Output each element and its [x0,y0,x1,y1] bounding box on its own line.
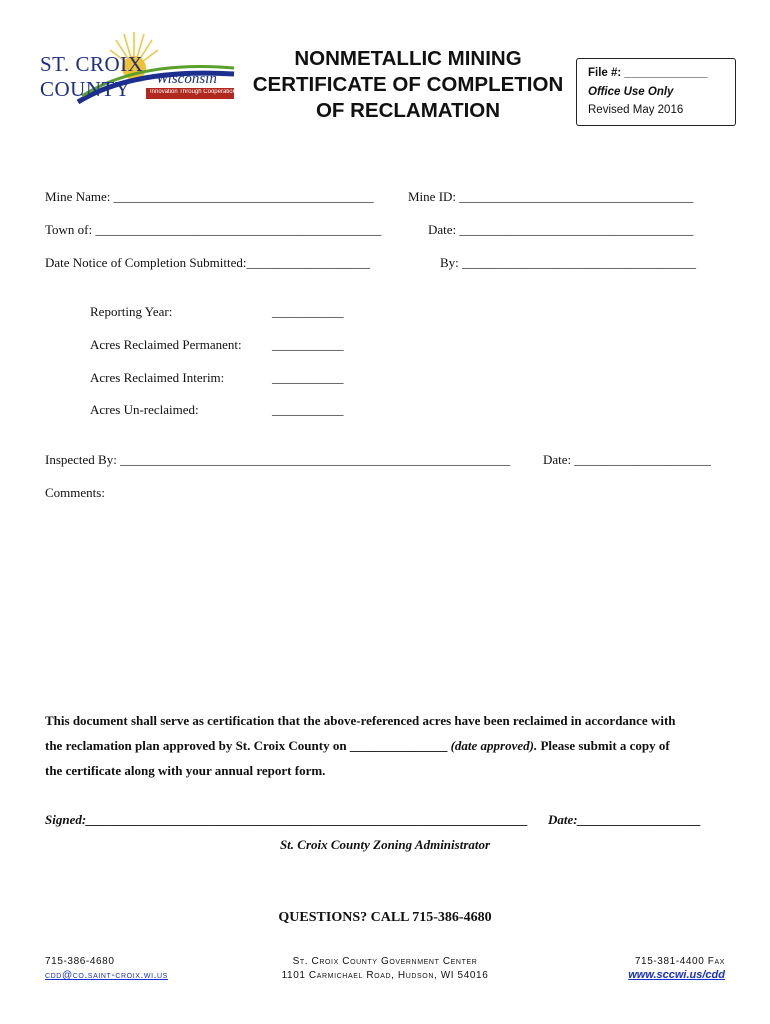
date-approved-note: (date approved). [450,738,538,753]
by-field[interactable]: By: ____________________________________ [440,255,697,270]
submit-copy-text: Please submit a copy of [540,738,670,753]
footer-address: 1101 Carmichael Road, Hudson, WI 54016 [281,970,489,981]
logo-tagline: Innovation Through Cooperation [150,89,236,95]
page-title [243,46,573,124]
file-number-field[interactable]: File #: _____________ [588,67,708,79]
footer-fax: 715-381-4400 Fax [634,956,725,967]
county-logo [38,30,238,112]
certification-line-3: the certificate along with your annual report form. [45,763,326,778]
footer-phone: 715-386-4680 [45,956,115,967]
comments-area[interactable] [45,505,725,695]
title-line-1: NONMETALLIC MINING [294,47,522,70]
title-line-2: CERTIFICATE OF COMPLETION [252,73,564,96]
inspection-date-field[interactable]: Date: _____________________ [543,452,711,467]
notice-submitted-field[interactable]: Date Notice of Completion Submitted:___________________ [45,255,370,270]
reporting-year-label: Reporting Year: [90,304,173,319]
logo-name: ST. CROIX COUNTY [40,52,144,101]
inspected-by-field[interactable]: Inspected By: ____________________________________________________________ [45,452,511,467]
mine-id-field[interactable]: Mine ID: ____________________________________ [408,189,694,204]
zoning-administrator-title: St. Croix County Zoning Administrator [279,837,491,852]
signature-field[interactable]: Signed:____________________________________________________________________ [45,812,529,827]
revised-date: Revised May 2016 [588,104,684,116]
footer-email-link[interactable]: cdd@co.saint-croix.wi.us [45,970,168,981]
acres-unreclaimed-field[interactable]: ___________ [272,402,344,417]
logo-wisconsin: Wisconsin [156,71,217,87]
acres-unreclaimed-label: Acres Un-reclaimed: [90,402,199,417]
approval-date-field[interactable]: the reclamation plan approved by St. Croix County on _______________ [45,738,448,753]
office-use-box [576,58,736,126]
mine-name-field[interactable]: Mine Name: ________________________________________ [45,189,374,204]
certification-line-1: This document shall serve as certification that the above-referenced acres have been reclaimed in accordance with [45,713,676,728]
footer-website-link[interactable]: www.sccwi.us/cdd [628,969,725,981]
office-use-label: Office Use Only [588,86,674,98]
acres-permanent-label: Acres Reclaimed Permanent: [90,337,242,352]
town-of-field[interactable]: Town of: ____________________________________________ [45,222,382,237]
footer-center-name: St. Croix County Government Center [292,956,478,967]
reporting-year-field[interactable]: ___________ [272,304,344,319]
signature-date-field[interactable]: Date:___________________ [548,812,702,827]
certification-line-2 [45,738,735,754]
acres-interim-field[interactable]: ___________ [272,370,344,385]
acres-interim-label: Acres Reclaimed Interim: [90,370,225,385]
title-line-3: OF RECLAMATION [315,99,501,122]
date-field[interactable]: Date: ____________________________________ [428,222,694,237]
questions-heading: QUESTIONS? CALL 715-386-4680 [278,910,492,925]
comments-label: Comments: [45,485,105,500]
acres-permanent-field[interactable]: ___________ [272,337,344,352]
